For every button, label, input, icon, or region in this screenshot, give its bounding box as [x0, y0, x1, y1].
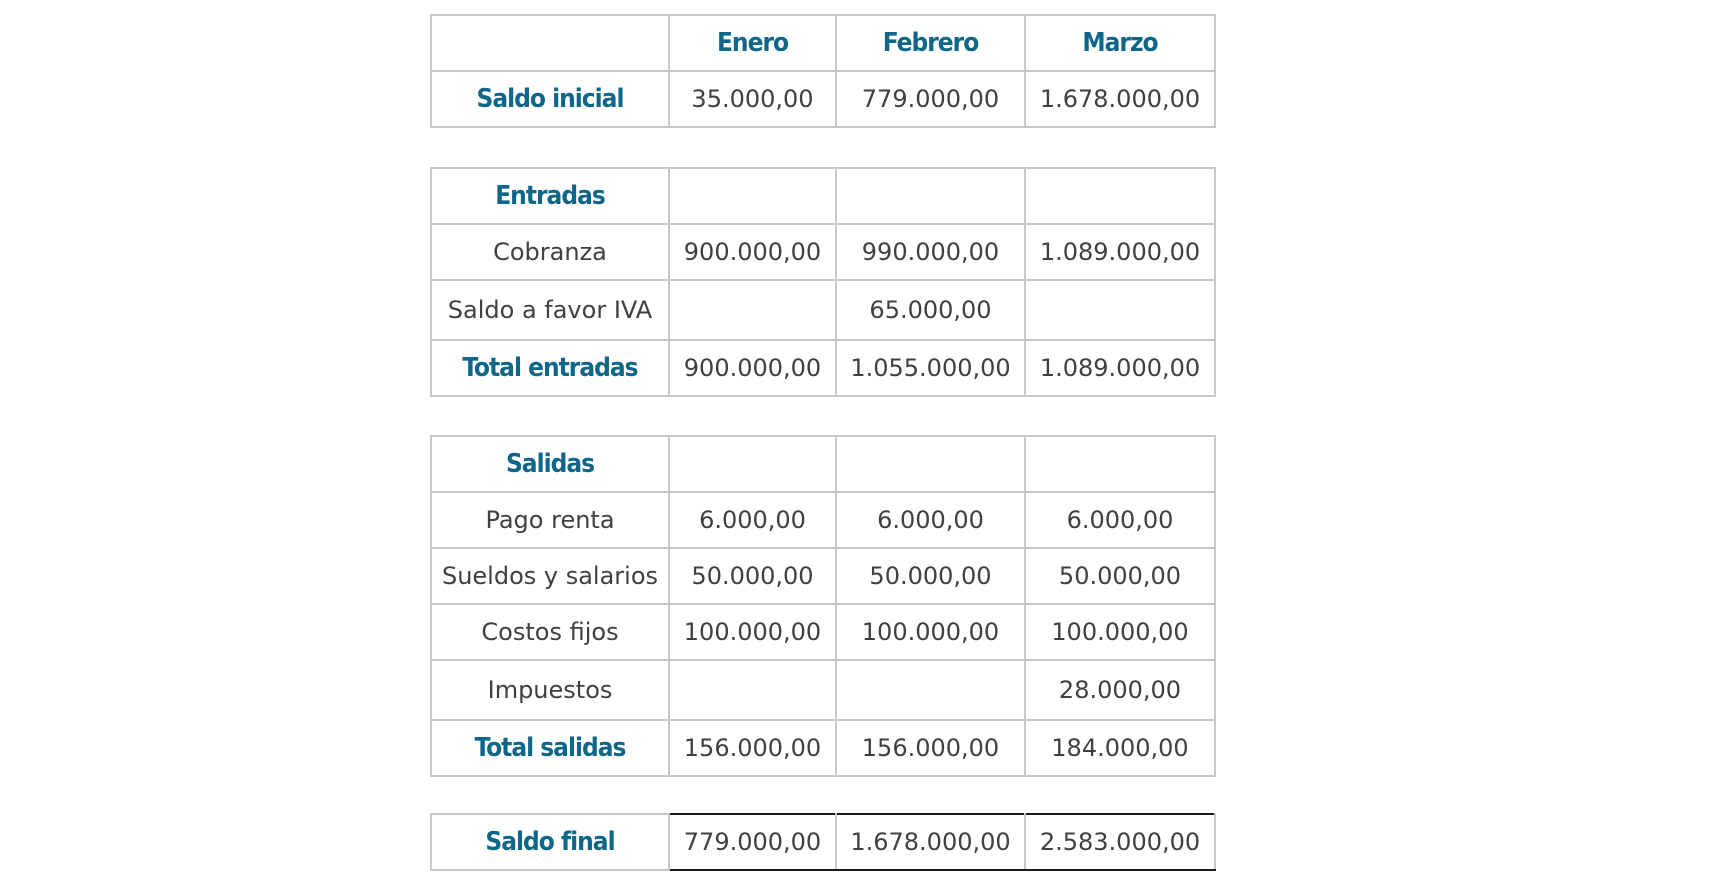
total-entradas-marzo: 1.089.000,00	[1025, 340, 1215, 396]
saldo-inicial-label: Saldo inicial	[431, 71, 669, 127]
total-entradas-enero: 900.000,00	[669, 340, 836, 396]
total-salidas-marzo: 184.000,00	[1025, 720, 1215, 776]
salidas-title-row	[431, 436, 1215, 492]
salidas-row-costos-fijos	[431, 604, 1215, 660]
empty-cell	[1025, 168, 1215, 224]
value-marzo	[1025, 280, 1215, 340]
value-febrero: 990.000,00	[836, 224, 1025, 280]
month-header-febrero: Febrero	[836, 15, 1025, 71]
total-salidas-row	[431, 720, 1215, 776]
value-enero: 50.000,00	[669, 548, 836, 604]
value-febrero: 65.000,00	[836, 280, 1025, 340]
empty-cell	[669, 168, 836, 224]
value-marzo: 1.089.000,00	[1025, 224, 1215, 280]
saldo-final-febrero: 1.678.000,00	[836, 814, 1025, 870]
row-label: Pago renta	[431, 492, 669, 548]
value-marzo: 100.000,00	[1025, 604, 1215, 660]
saldo-inicial-marzo: 1.678.000,00	[1025, 71, 1215, 127]
value-marzo: 28.000,00	[1025, 660, 1215, 720]
salidas-row-pago-renta	[431, 492, 1215, 548]
entradas-table	[430, 167, 1216, 397]
row-label: Saldo a favor IVA	[431, 280, 669, 340]
empty-cell	[836, 436, 1025, 492]
empty-cell	[669, 436, 836, 492]
value-enero	[669, 660, 836, 720]
entradas-row-saldo-iva	[431, 280, 1215, 340]
value-febrero: 6.000,00	[836, 492, 1025, 548]
saldo-final-row	[431, 814, 1215, 870]
total-salidas-label: Total salidas	[431, 720, 669, 776]
month-header-row	[431, 15, 1215, 71]
entradas-title: Entradas	[431, 168, 669, 224]
row-label: Sueldos y salarios	[431, 548, 669, 604]
value-enero: 100.000,00	[669, 604, 836, 660]
entradas-title-row	[431, 168, 1215, 224]
value-marzo: 50.000,00	[1025, 548, 1215, 604]
saldo-final-table	[430, 813, 1216, 871]
value-marzo: 6.000,00	[1025, 492, 1215, 548]
month-header-marzo: Marzo	[1025, 15, 1215, 71]
salidas-table	[430, 435, 1216, 777]
total-salidas-enero: 156.000,00	[669, 720, 836, 776]
value-enero: 6.000,00	[669, 492, 836, 548]
saldo-final-marzo: 2.583.000,00	[1025, 814, 1215, 870]
value-enero: 900.000,00	[669, 224, 836, 280]
saldo-inicial-febrero: 779.000,00	[836, 71, 1025, 127]
value-febrero: 100.000,00	[836, 604, 1025, 660]
month-header-enero: Enero	[669, 15, 836, 71]
entradas-row-cobranza	[431, 224, 1215, 280]
salidas-row-sueldos	[431, 548, 1215, 604]
saldo-inicial-table	[430, 14, 1216, 128]
empty-cell	[836, 168, 1025, 224]
header-corner-cell	[431, 15, 669, 71]
salidas-title: Salidas	[431, 436, 669, 492]
salidas-row-impuestos	[431, 660, 1215, 720]
row-label: Cobranza	[431, 224, 669, 280]
value-febrero: 50.000,00	[836, 548, 1025, 604]
saldo-final-enero: 779.000,00	[669, 814, 836, 870]
total-entradas-label: Total entradas	[431, 340, 669, 396]
value-enero	[669, 280, 836, 340]
row-label: Costos fijos	[431, 604, 669, 660]
row-label: Impuestos	[431, 660, 669, 720]
saldo-inicial-row	[431, 71, 1215, 127]
saldo-inicial-enero: 35.000,00	[669, 71, 836, 127]
value-febrero	[836, 660, 1025, 720]
total-entradas-febrero: 1.055.000,00	[836, 340, 1025, 396]
total-salidas-febrero: 156.000,00	[836, 720, 1025, 776]
total-entradas-row	[431, 340, 1215, 396]
empty-cell	[1025, 436, 1215, 492]
saldo-final-label: Saldo final	[431, 814, 669, 870]
